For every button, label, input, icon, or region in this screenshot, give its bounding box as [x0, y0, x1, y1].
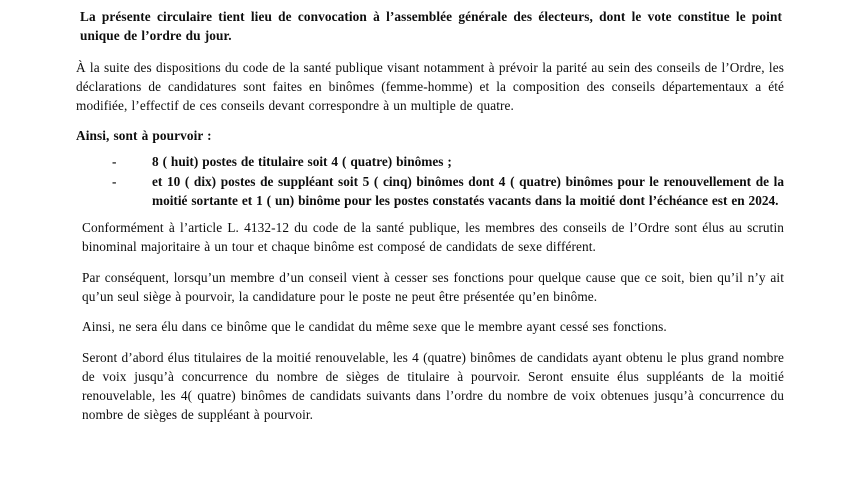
paragraph-lead-in: Ainsi, sont à pourvoir : [76, 128, 212, 144]
list-item-label: et 10 ( dix) postes de suppléant soit 5 ( cinq) binômes dont 4 ( quatre) binômes pour le renouvellement de la moitié sortante et 1 ( un) binôme pour les postes constatés vacants dans la moitié dont l’échéance est en 2024. [152, 174, 784, 208]
list-item-label: 8 ( huit) postes de titulaire soit 4 ( quatre) binômes ; [152, 154, 452, 170]
list-bullet-dash: - [112, 154, 117, 170]
paragraph-intro: La présente circulaire tient lieu de convocation à l’assemblée générale des électeurs, dont le vote constitue le point unique de l’ordre du jour. [80, 9, 782, 43]
list-bullet-dash: - [112, 174, 117, 190]
paragraph-same-sex: Ainsi, ne sera élu dans ce binôme que le candidat du même sexe que le membre ayant cessé ses fonctions. [82, 319, 667, 335]
list-item [112, 173, 784, 211]
list-seats-to-fill [76, 153, 784, 211]
list-item [112, 153, 784, 172]
paragraph-parity: À la suite des dispositions du code de la santé publique visant notamment à prévoir la parité au sein des conseils de l’Ordre, les déclarations de candidatures sont faites en binômes (femme-homme) et la composition des conseils départementaux a été modifiée, l’effectif de ces conseils devant correspondre à un multiple de quatre. [76, 59, 784, 113]
paragraph-election-order: Seront d’abord élus titulaires de la moitié renouvelable, les 4 (quatre) binômes de candidats ayant obtenu le plus grand nombre de voix jusqu’à concurrence du nombre de sièges de titulaire à pourvoir. Seront ensuite élus suppléants de la moitié renouvelable, les 4( quatre) binômes de candidats suivants dans l’ordre du nombre de voix obtenues jusqu’à concurrence du nombre de sièges de suppléant à pourvoir. [82, 350, 784, 422]
paragraph-consequence: Par conséquent, lorsqu’un membre d’un conseil vient à cesser ses fonctions pour quelque cause que ce soit, bien qu’il n’y ait qu’un seul siège à pourvoir, la candidature pour le poste ne peut être présentée qu’en binôme. [82, 269, 784, 304]
paragraph-article: Conformément à l’article L. 4132-12 du code de la santé publique, les membres des conseils de l’Ordre sont élus au scrutin binominal majoritaire à un tour et chaque binôme est composé de candidats de sexe différent. [82, 219, 784, 254]
